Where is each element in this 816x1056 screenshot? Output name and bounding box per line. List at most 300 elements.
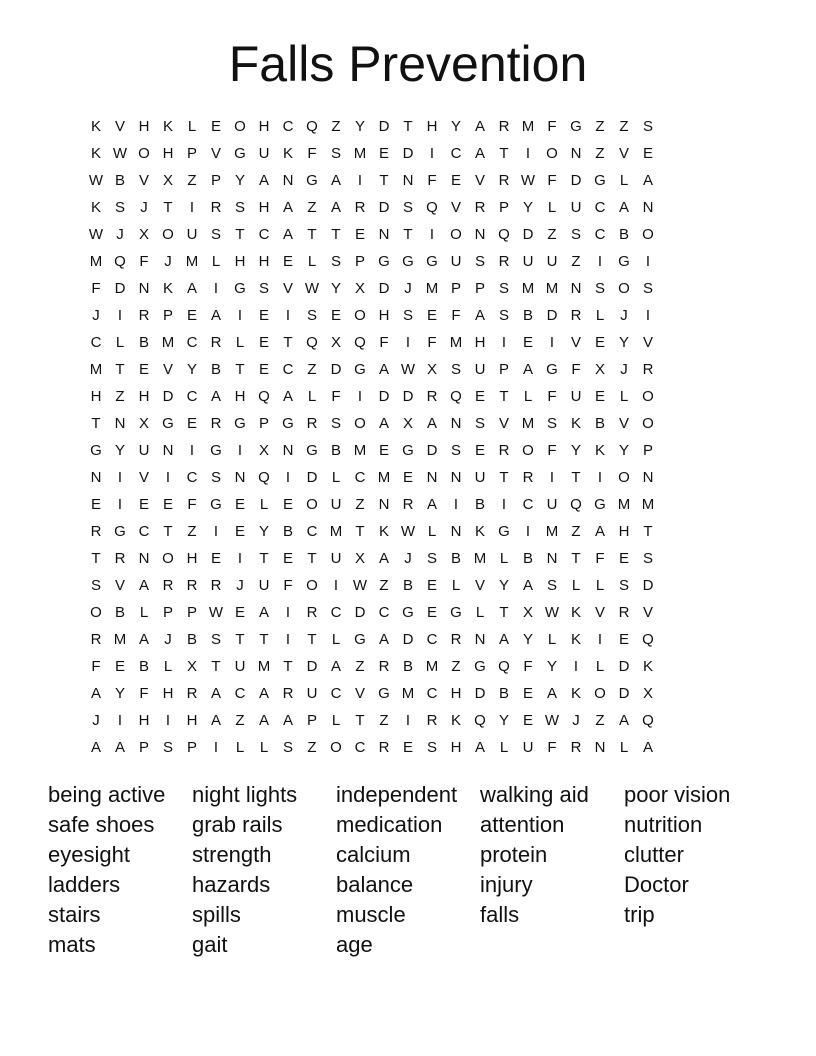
grid-letter: F bbox=[139, 253, 149, 270]
grid-letter: T bbox=[259, 631, 269, 648]
grid-letter: L bbox=[259, 496, 269, 513]
grid-letter: B bbox=[402, 658, 413, 675]
grid-letter: A bbox=[522, 361, 533, 378]
grid-letter: C bbox=[330, 685, 342, 702]
grid-letter: S bbox=[642, 118, 653, 135]
grid-letter: F bbox=[307, 145, 317, 162]
grid-letter: E bbox=[474, 442, 485, 459]
grid-letter: R bbox=[90, 631, 102, 648]
grid-letter: A bbox=[378, 550, 389, 567]
grid-letter: G bbox=[474, 658, 486, 675]
grid-letter: J bbox=[572, 712, 580, 729]
grid-letter: M bbox=[353, 145, 367, 162]
grid-letter: N bbox=[642, 469, 654, 486]
grid-letter: Q bbox=[642, 631, 654, 648]
grid-letter: A bbox=[138, 577, 149, 594]
grid-letter: L bbox=[331, 469, 341, 486]
grid-letter: E bbox=[114, 658, 125, 675]
grid-letter: S bbox=[594, 280, 605, 297]
grid-letter: T bbox=[355, 712, 365, 729]
grid-letter: D bbox=[426, 442, 438, 459]
grid-letter: T bbox=[571, 550, 581, 567]
grid-letter: X bbox=[426, 361, 437, 378]
grid-letter: H bbox=[90, 388, 102, 405]
grid-letter: S bbox=[162, 739, 173, 756]
grid-letter: G bbox=[162, 415, 174, 432]
grid-letter: L bbox=[331, 712, 341, 729]
page-title: Falls Prevention bbox=[228, 36, 588, 92]
grid-letter: T bbox=[499, 388, 509, 405]
grid-letter: Y bbox=[618, 442, 629, 459]
grid-row bbox=[84, 653, 732, 680]
grid-letter: G bbox=[546, 361, 558, 378]
grid-letter: A bbox=[378, 415, 389, 432]
grid-letter: A bbox=[114, 739, 125, 756]
grid-letter: R bbox=[378, 658, 390, 675]
grid-letter: D bbox=[474, 685, 486, 702]
grid-letter: G bbox=[282, 415, 294, 432]
grid-letter: I bbox=[117, 496, 123, 513]
grid-letter: A bbox=[138, 631, 149, 648]
grid-letter: S bbox=[498, 280, 509, 297]
grid-letter: D bbox=[378, 388, 390, 405]
grid-letter: S bbox=[618, 577, 629, 594]
grid-letter: V bbox=[114, 118, 125, 135]
word-item: spills bbox=[192, 902, 241, 927]
grid-letter: L bbox=[331, 631, 341, 648]
grid-letter: E bbox=[138, 361, 149, 378]
grid-letter: G bbox=[234, 280, 246, 297]
grid-letter: I bbox=[501, 334, 507, 351]
grid-letter: E bbox=[402, 469, 413, 486]
grid-letter: H bbox=[474, 334, 486, 351]
grid-letter: G bbox=[114, 523, 126, 540]
grid-letter: R bbox=[186, 577, 198, 594]
grid-letter: P bbox=[258, 415, 269, 432]
grid-letter: S bbox=[546, 415, 557, 432]
grid-letter: E bbox=[594, 334, 605, 351]
grid-letter: L bbox=[475, 604, 485, 621]
grid-letter: R bbox=[426, 712, 438, 729]
word-item: strength bbox=[192, 842, 272, 867]
grid-letter: I bbox=[549, 334, 555, 351]
grid-letter: S bbox=[426, 550, 437, 567]
grid-letter: P bbox=[498, 199, 509, 216]
grid-letter: T bbox=[403, 226, 413, 243]
word-item: stairs bbox=[48, 902, 101, 927]
word-item: nutrition bbox=[624, 812, 703, 837]
grid-letter: D bbox=[306, 469, 318, 486]
grid-letter: H bbox=[426, 118, 438, 135]
grid-row bbox=[84, 167, 732, 194]
grid-letter: E bbox=[354, 226, 365, 243]
grid-letter: U bbox=[570, 199, 582, 216]
grid-letter: K bbox=[90, 118, 101, 135]
grid-letter: A bbox=[594, 523, 605, 540]
grid-letter: A bbox=[618, 199, 629, 216]
grid-letter: E bbox=[210, 550, 221, 567]
grid-letter: U bbox=[570, 388, 582, 405]
grid-letter: T bbox=[163, 523, 173, 540]
word-item: independent bbox=[336, 782, 458, 807]
grid-letter: I bbox=[429, 226, 435, 243]
grid-letter: G bbox=[210, 442, 222, 459]
grid-letter: F bbox=[571, 361, 581, 378]
grid-letter: U bbox=[306, 685, 318, 702]
grid-letter: X bbox=[258, 442, 269, 459]
grid-letter: C bbox=[426, 631, 438, 648]
grid-letter: L bbox=[187, 118, 197, 135]
grid-letter: N bbox=[594, 739, 606, 756]
grid-letter: Y bbox=[522, 199, 533, 216]
grid-letter: I bbox=[549, 469, 555, 486]
grid-letter: N bbox=[450, 469, 462, 486]
word-item: Doctor bbox=[624, 872, 689, 897]
grid-letter: U bbox=[186, 226, 198, 243]
word-item: mats bbox=[48, 932, 96, 957]
grid-letter: L bbox=[571, 577, 581, 594]
grid-letter: Z bbox=[307, 361, 317, 378]
grid-letter: I bbox=[213, 739, 219, 756]
grid-letter: P bbox=[186, 604, 197, 621]
grid-letter: K bbox=[570, 631, 581, 648]
grid-letter: U bbox=[330, 550, 342, 567]
grid-letter: N bbox=[90, 469, 102, 486]
grid-letter: R bbox=[450, 631, 462, 648]
grid-letter: D bbox=[402, 631, 414, 648]
grid-letter: S bbox=[498, 307, 509, 324]
word-item: trip bbox=[624, 902, 655, 927]
grid-letter: T bbox=[355, 523, 365, 540]
grid-letter: Z bbox=[355, 658, 365, 675]
grid-letter: N bbox=[474, 226, 486, 243]
grid-letter: C bbox=[306, 523, 318, 540]
grid-letter: P bbox=[474, 280, 485, 297]
grid-letter: O bbox=[306, 577, 318, 594]
grid-letter: N bbox=[402, 172, 414, 189]
grid-letter: G bbox=[498, 523, 510, 540]
grid-letter: G bbox=[90, 442, 102, 459]
grid-letter: L bbox=[427, 523, 437, 540]
grid-letter: C bbox=[90, 334, 102, 351]
grid-letter: R bbox=[282, 685, 294, 702]
grid-letter: E bbox=[378, 145, 389, 162]
grid-letter: R bbox=[306, 415, 318, 432]
grid-row bbox=[84, 437, 732, 464]
grid-letter: D bbox=[354, 604, 366, 621]
grid-letter: F bbox=[427, 172, 437, 189]
grid-letter: Q bbox=[306, 118, 318, 135]
grid-letter: A bbox=[642, 172, 653, 189]
grid-row bbox=[84, 302, 732, 329]
grid-letter: X bbox=[330, 334, 341, 351]
grid-letter: D bbox=[570, 172, 582, 189]
grid-letter: L bbox=[547, 199, 557, 216]
grid-letter: R bbox=[378, 739, 390, 756]
grid-letter: Q bbox=[426, 199, 438, 216]
grid-letter: A bbox=[330, 172, 341, 189]
grid-letter: J bbox=[620, 307, 628, 324]
grid-letter: Y bbox=[114, 442, 125, 459]
grid-letter: A bbox=[474, 145, 485, 162]
grid-letter: P bbox=[186, 145, 197, 162]
grid-letter: E bbox=[282, 253, 293, 270]
grid-letter: K bbox=[474, 523, 485, 540]
grid-letter: R bbox=[306, 604, 318, 621]
grid-letter: C bbox=[186, 469, 198, 486]
word-item: grab rails bbox=[192, 812, 283, 837]
grid-letter: B bbox=[522, 307, 533, 324]
grid-letter: Q bbox=[114, 253, 126, 270]
grid-letter: M bbox=[377, 469, 391, 486]
grid-letter: E bbox=[258, 361, 269, 378]
grid-letter: I bbox=[237, 307, 243, 324]
grid-letter: B bbox=[618, 226, 629, 243]
grid-letter: K bbox=[570, 415, 581, 432]
grid-letter: Y bbox=[522, 631, 533, 648]
grid-letter: S bbox=[642, 280, 653, 297]
grid-letter: U bbox=[258, 577, 270, 594]
grid-letter: H bbox=[450, 739, 462, 756]
grid-letter: N bbox=[474, 631, 486, 648]
grid-row bbox=[84, 599, 732, 626]
grid-letter: T bbox=[211, 658, 221, 675]
grid-letter: K bbox=[162, 118, 173, 135]
grid-letter: R bbox=[426, 388, 438, 405]
grid-letter: C bbox=[522, 496, 534, 513]
word-item: being active bbox=[48, 782, 166, 807]
grid-letter: I bbox=[357, 172, 363, 189]
grid-letter: A bbox=[282, 199, 293, 216]
grid-letter: A bbox=[258, 712, 269, 729]
grid-letter: C bbox=[138, 523, 150, 540]
grid-letter: S bbox=[210, 469, 221, 486]
grid-letter: E bbox=[258, 307, 269, 324]
grid-letter: S bbox=[474, 415, 485, 432]
grid-letter: T bbox=[499, 469, 509, 486]
grid-letter: G bbox=[234, 145, 246, 162]
grid-letter: F bbox=[523, 658, 533, 675]
grid-letter: A bbox=[282, 712, 293, 729]
grid-letter: S bbox=[450, 442, 461, 459]
grid-row bbox=[84, 545, 732, 572]
grid-letter: O bbox=[330, 739, 342, 756]
grid-letter: E bbox=[258, 334, 269, 351]
grid-letter: O bbox=[354, 307, 366, 324]
grid-letter: Y bbox=[186, 361, 197, 378]
grid-letter: E bbox=[90, 496, 101, 513]
grid-letter: O bbox=[618, 280, 630, 297]
grid-letter: Z bbox=[307, 199, 317, 216]
grid-letter: D bbox=[330, 361, 342, 378]
grid-letter: I bbox=[429, 145, 435, 162]
grid-letter: Q bbox=[258, 469, 270, 486]
grid-letter: W bbox=[400, 523, 416, 540]
grid-letter: W bbox=[544, 604, 560, 621]
grid-letter: E bbox=[162, 496, 173, 513]
grid-letter: S bbox=[210, 631, 221, 648]
grid-letter: Z bbox=[379, 577, 389, 594]
grid-letter: R bbox=[354, 199, 366, 216]
grid-letter: R bbox=[210, 415, 222, 432]
grid-letter: T bbox=[331, 226, 341, 243]
grid-letter: B bbox=[498, 685, 509, 702]
grid-letter: G bbox=[402, 253, 414, 270]
grid-letter: B bbox=[138, 658, 149, 675]
grid-letter: R bbox=[114, 550, 126, 567]
grid-letter: I bbox=[213, 280, 219, 297]
grid-letter: W bbox=[208, 604, 224, 621]
grid-letter: V bbox=[114, 577, 125, 594]
grid-letter: I bbox=[285, 631, 291, 648]
grid-letter: M bbox=[425, 280, 439, 297]
grid-letter: M bbox=[113, 631, 127, 648]
grid-letter: P bbox=[210, 172, 221, 189]
grid-letter: I bbox=[237, 442, 243, 459]
grid-letter: H bbox=[234, 388, 246, 405]
grid-letter: H bbox=[378, 307, 390, 324]
grid-letter: D bbox=[162, 388, 174, 405]
grid-letter: B bbox=[114, 172, 125, 189]
grid-letter: L bbox=[451, 577, 461, 594]
grid-letter: L bbox=[115, 334, 125, 351]
grid-letter: F bbox=[427, 334, 437, 351]
grid-letter: A bbox=[546, 685, 557, 702]
grid-letter: Q bbox=[450, 388, 462, 405]
grid-letter: V bbox=[642, 334, 653, 351]
grid-letter: I bbox=[597, 469, 603, 486]
grid-letter: K bbox=[90, 199, 101, 216]
grid-letter: M bbox=[521, 118, 535, 135]
grid-letter: I bbox=[501, 496, 507, 513]
grid-letter: O bbox=[546, 145, 558, 162]
grid-row bbox=[84, 707, 732, 734]
grid-letter: R bbox=[186, 685, 198, 702]
grid-letter: V bbox=[570, 334, 581, 351]
word-item: calcium bbox=[336, 842, 411, 867]
grid-letter: O bbox=[306, 496, 318, 513]
grid-letter: H bbox=[138, 388, 150, 405]
grid-letter: Q bbox=[354, 334, 366, 351]
grid-letter: T bbox=[307, 631, 317, 648]
grid-letter: X bbox=[186, 658, 197, 675]
grid-letter: J bbox=[404, 280, 412, 297]
grid-letter: H bbox=[234, 253, 246, 270]
grid-letter: V bbox=[282, 280, 293, 297]
grid-letter: F bbox=[547, 118, 557, 135]
grid-letter: S bbox=[330, 253, 341, 270]
grid-letter: L bbox=[211, 253, 221, 270]
grid-letter: B bbox=[522, 550, 533, 567]
grid-letter: W bbox=[352, 577, 368, 594]
grid-letter: T bbox=[235, 631, 245, 648]
grid-letter: S bbox=[234, 199, 245, 216]
grid-letter: A bbox=[618, 712, 629, 729]
grid-letter: P bbox=[162, 604, 173, 621]
word-item: ladders bbox=[48, 872, 121, 897]
word-column bbox=[480, 780, 624, 960]
grid-letter: K bbox=[162, 280, 173, 297]
grid-letter: V bbox=[498, 415, 509, 432]
grid-letter: Z bbox=[115, 388, 125, 405]
grid-letter: K bbox=[570, 685, 581, 702]
grid-row bbox=[84, 491, 732, 518]
grid-letter: S bbox=[402, 307, 413, 324]
grid-letter: Q bbox=[570, 496, 582, 513]
grid-letter: A bbox=[258, 685, 269, 702]
grid-letter: C bbox=[234, 685, 246, 702]
grid-row bbox=[84, 626, 732, 653]
grid-letter: G bbox=[618, 253, 630, 270]
grid-letter: S bbox=[450, 361, 461, 378]
grid-letter: V bbox=[450, 199, 461, 216]
grid-letter: X bbox=[642, 685, 653, 702]
grid-letter: D bbox=[402, 388, 414, 405]
grid-letter: L bbox=[235, 739, 245, 756]
grid-letter: E bbox=[234, 496, 245, 513]
grid-letter: C bbox=[594, 199, 606, 216]
word-bank bbox=[48, 780, 768, 960]
grid-letter: N bbox=[282, 442, 294, 459]
grid-letter: V bbox=[594, 604, 605, 621]
grid-letter: R bbox=[210, 577, 222, 594]
grid-letter: P bbox=[642, 442, 653, 459]
grid-letter: J bbox=[236, 577, 244, 594]
grid-letter: Z bbox=[571, 523, 581, 540]
grid-letter: I bbox=[357, 388, 363, 405]
grid-letter: M bbox=[641, 496, 655, 513]
grid-letter: P bbox=[498, 361, 509, 378]
grid-letter: S bbox=[330, 415, 341, 432]
grid-letter: N bbox=[162, 442, 174, 459]
grid-row bbox=[84, 140, 732, 167]
grid-letter: C bbox=[186, 334, 198, 351]
grid-letter: A bbox=[642, 739, 653, 756]
grid-letter: L bbox=[523, 388, 533, 405]
grid-letter: I bbox=[285, 469, 291, 486]
grid-letter: Z bbox=[379, 712, 389, 729]
grid-letter: Y bbox=[498, 712, 509, 729]
grid-letter: E bbox=[234, 523, 245, 540]
grid-letter: N bbox=[378, 226, 390, 243]
grid-letter: O bbox=[594, 685, 606, 702]
grid-letter: E bbox=[378, 442, 389, 459]
grid-row bbox=[84, 383, 732, 410]
grid-letter: T bbox=[571, 469, 581, 486]
grid-letter: Y bbox=[570, 442, 581, 459]
grid-letter: D bbox=[522, 226, 534, 243]
grid-letter: X bbox=[594, 361, 605, 378]
grid-letter: F bbox=[547, 739, 557, 756]
grid-letter: I bbox=[165, 469, 171, 486]
grid-letter: C bbox=[258, 226, 270, 243]
grid-letter: A bbox=[474, 307, 485, 324]
grid-letter: U bbox=[522, 253, 534, 270]
grid-row bbox=[84, 194, 732, 221]
grid-letter: C bbox=[594, 226, 606, 243]
grid-letter: T bbox=[115, 361, 125, 378]
grid-letter: Y bbox=[498, 577, 509, 594]
grid-letter: E bbox=[138, 496, 149, 513]
grid-letter: I bbox=[573, 658, 579, 675]
grid-letter: G bbox=[378, 253, 390, 270]
grid-letter: E bbox=[282, 496, 293, 513]
grid-letter: V bbox=[138, 469, 149, 486]
grid-letter: Q bbox=[306, 334, 318, 351]
word-item: poor vision bbox=[624, 782, 731, 807]
grid-letter: M bbox=[401, 685, 415, 702]
grid-letter: N bbox=[570, 280, 582, 297]
